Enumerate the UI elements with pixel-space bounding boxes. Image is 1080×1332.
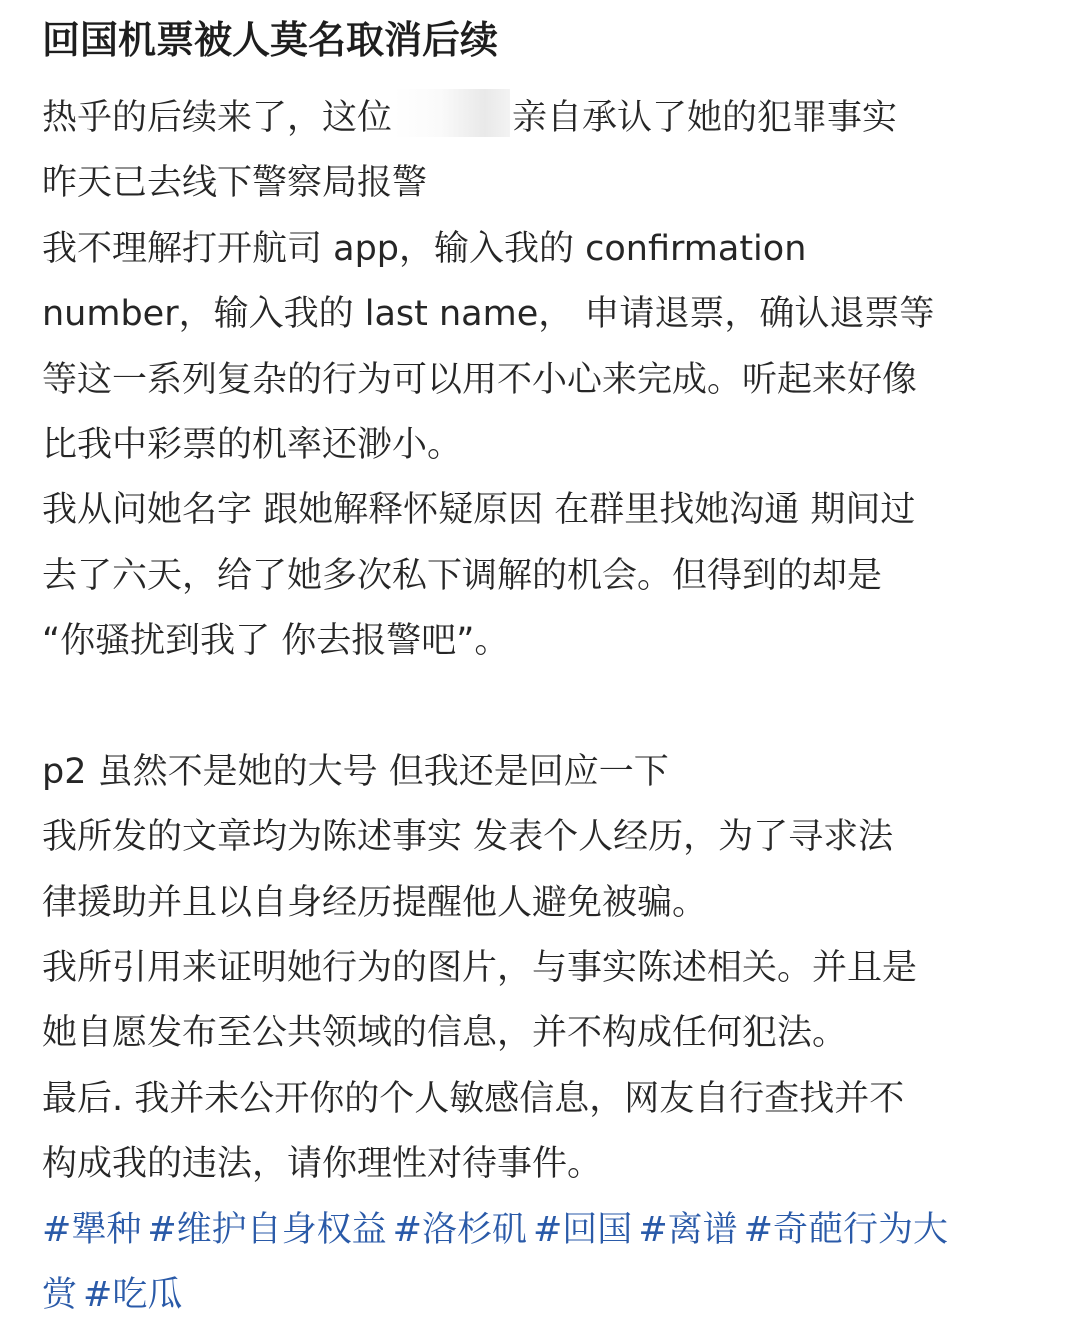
body-line: 最后. 我并未公开你的个人敏感信息，网友自行查找并不	[42, 1078, 905, 1119]
body-line: 我不理解打开航司 app，输入我的 confirmation	[42, 228, 807, 269]
body-line: 构成我的违法，请你理性对待事件。	[42, 1144, 603, 1185]
hashtag-link[interactable]: #犟种	[42, 1209, 142, 1250]
post-body	[42, 86, 1052, 1198]
body-line-start: 热乎的后续来了，这位	[42, 98, 393, 138]
body-line: 等这一系列复杂的行为可以用不小心来完成。听起来好像	[42, 359, 918, 400]
body-line: 我所引用来证明她行为的图片，与事实陈述相关。并且是	[42, 948, 918, 989]
hashtag-link[interactable]: #回国	[532, 1209, 633, 1250]
redacted-name-blur	[394, 89, 510, 137]
body-line-end: 亲自承认了她的犯罪事实	[512, 98, 898, 138]
hashtag-link[interactable]: #奇葩行为大	[743, 1209, 948, 1250]
hashtag-link[interactable]: #离谱	[638, 1209, 738, 1250]
body-line: p2 虽然不是她的大号 但我还是回应一下	[42, 751, 669, 792]
body-line: 我从问她名字 跟她解释怀疑原因 在群里找她沟通 期间过	[42, 490, 916, 531]
body-line: number，输入我的 last name， 申请退票，确认退票等	[42, 294, 935, 335]
body-line: 昨天已去线下警察局报警	[42, 163, 428, 204]
body-line: 比我中彩票的机率还渺小。	[42, 424, 463, 465]
hashtag-list	[42, 1198, 1052, 1329]
hashtag-line	[42, 1263, 1052, 1328]
hashtag-line	[42, 1198, 1052, 1263]
hashtag-link[interactable]: #吃瓜	[83, 1275, 183, 1316]
hashtag-link[interactable]: #维护自身权益	[147, 1209, 387, 1250]
body-line: 律援助并且以自身经历提醒他人避免被骗。	[42, 882, 708, 923]
post-container	[42, 14, 1052, 1328]
hashtag-link[interactable]: #洛杉矶	[392, 1209, 527, 1250]
body-line: 去了六天，给了她多次私下调解的机会。但得到的却是	[42, 555, 883, 596]
paragraph-spacer	[42, 675, 1052, 740]
hashtag-link[interactable]: 赏	[42, 1275, 78, 1316]
body-line: 我所发的文章均为陈述事实 发表个人经历，为了寻求法	[42, 817, 894, 858]
body-line	[42, 86, 1052, 151]
body-line: “你骚扰到我了 你去报警吧”。	[42, 621, 510, 662]
body-line: 她自愿发布至公共领域的信息，并不构成任何犯法。	[42, 1013, 848, 1054]
post-title: 回国机票被人莫名取消后续	[42, 18, 499, 62]
